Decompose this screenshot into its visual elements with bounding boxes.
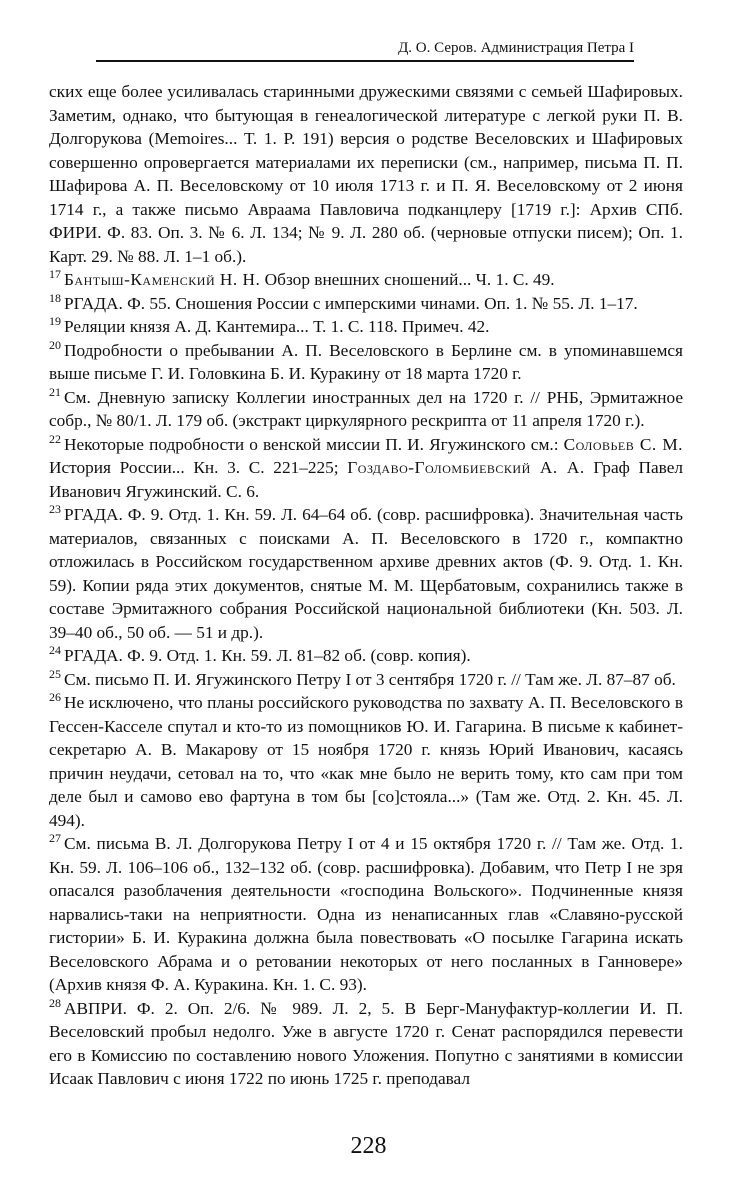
footnote-text: РГАДА. Ф. 9. Отд. 1. Кн. 59. Л. 81–82 об. (совр. копия).	[64, 646, 471, 665]
footnote-number: 28	[49, 995, 61, 1010]
footnote-number: 22	[49, 431, 61, 446]
footnote-author: Соловьев С. М.	[563, 434, 684, 454]
footnote-text: Подробности о пребывании А. П. Веселовского в Берлине см. в упоминавшемся выше письме Г. И. Головкина Б. И. Куракину от 18 марта 1720 г.	[49, 340, 683, 383]
footnote-number: 19	[49, 314, 61, 329]
footnote-continuation: ских еще более усиливалась старинными дружескими связями с семьей Шафировых. Заметим, однако, что бытующая в генеалогической литературе с легкой руки П. В. Долгорукова (Memoires... Т. 1. Р. 191) версия о родстве Веселовских и Шафировых совершенно опровергается материалами их переписки (см., например, письма П. П. Шафирова А. П. Веселовскому от 10 июля 1713 г. и П. Я. Веселовскому от 2 июня 1714 г., а также письмо Авраама Павловича подканцлеру [1719 г.]: Архив СПб. ФИРИ. Ф. 83. Оп. 3. № 6. Л. 134; № 9. Л. 280 об. (черновые отпуски писем); Оп. 1. Карт. 29. № 88. Л. 1–1 об.).	[49, 82, 683, 266]
footnote-number: 26	[49, 690, 61, 705]
footnote-text: См. Дневную записку Коллегии иностранных дел на 1720 г. // РНБ, Эрмитажное собр., № 80/1. Л. 179 об. (экстракт циркулярного рескрипта от 11 апреля 1720 г.).	[49, 387, 683, 430]
footnote-text: Реляции князя А. Д. Кантемира... Т. 1. С. 118. Примеч. 42.	[64, 317, 490, 336]
footnote-text: Не исключено, что планы российского руководства по захвату А. П. Веселовского в Гессен-Касселе спутал и кто-то из помощников Ю. И. Гагарина. В письме к кабинет-секретарю А. В. Макарову от 15 ноября 1720 г. князь Юрий Иванович, касаясь причин неудачи, сетовал на то, что «как мне было не верить тому, кто сам при том деле был и самово ево фартуна в том бы [со]стояла...» (Там же. Отд. 2. Кн. 45. Л. 494).	[49, 693, 683, 830]
footnote-text: История России... Кн. 3. С. 221–225;	[49, 458, 348, 477]
running-head: Д. О. Серов. Администрация Петра I	[398, 40, 634, 56]
footnote-21	[49, 386, 683, 433]
footnote-number: 23	[49, 502, 61, 517]
header-rule	[96, 60, 634, 62]
footnote-20	[49, 339, 683, 386]
footnote-19	[49, 315, 683, 339]
footnote-number: 20	[49, 337, 61, 352]
footnote-author: Бантыш-Каменский Н. Н.	[64, 270, 261, 289]
footnote-17	[49, 268, 683, 292]
footnote-24	[49, 644, 683, 668]
footnote-text: См. письмо П. И. Ягужинского Петру I от 3 сентября 1720 г. // Там же. Л. 87–87 об.	[64, 669, 676, 689]
footnote-number: 17	[49, 267, 61, 282]
footnote-text: РГАДА. Ф. 9. Отд. 1. Кн. 59. Л. 64–64 об. (совр. расшифровка). Значительная часть материалов, связанных с поисками А. П. Веселовского в 1720 г., компактно отложилась в Российском государственном архиве древних актов (Ф. 9. Отд. 1. Кн. 59). Копии ряда этих документов, снятые М. М. Щербатовым, сохранились также в составе Эрмитажного собрания Российской национальной библиотеки (Кн. 503. Л. 39–40 об., 50 об. — 51 и др.).	[49, 505, 683, 642]
footnote-23	[49, 503, 683, 644]
footnote-number: 24	[49, 643, 61, 658]
footnote-22	[49, 433, 683, 504]
footnote-27	[49, 832, 683, 997]
footnote-28	[49, 997, 683, 1091]
footnote-text: Некоторые подробности о венской миссии П. И. Ягужинского см.:	[64, 434, 564, 454]
footnote-text: АВПРИ. Ф. 2. Оп. 2/6. № 989. Л. 2, 5. В Берг-Мануфактур-коллегии И. П. Веселовский пробыл недолго. Уже в августе 1720 г. Сенат распорядился перевести его в Комиссию по составлению нового Уложения. Попутно с занятиями в комиссии Исаак Павлович с июня 1722 по июнь 1725 г. преподавал	[49, 998, 683, 1088]
footnote-author: Гоздаво-Голомбиевский А. А.	[347, 458, 585, 477]
footnote-text: РГАДА. Ф. 55. Сношения России с имперскими чинами. Оп. 1. № 55. Л. 1–17.	[64, 293, 638, 313]
page-number: 228	[350, 1133, 387, 1159]
footnote-18	[49, 292, 683, 316]
footnote-number: 25	[49, 666, 61, 681]
footnotes-block	[49, 80, 683, 1091]
footnote-26	[49, 691, 683, 832]
footnote-text: Обзор внешних сношений... Ч. 1. С. 49.	[260, 270, 555, 289]
footnote-number: 27	[49, 831, 61, 846]
footnote-number: 21	[49, 384, 61, 399]
footnote-text: См. письма В. Л. Долгорукова Петру I от 4 и 15 октября 1720 г. // Там же. Отд. 1. Кн. 59. Л. 106–106 об., 132–132 об. (совр. расшифровка). Добавим, что Петр I не зря опасался разоблачения деятельности «господина Вольского». Подчиненные князя нарвались-таки на неприятности. Одна из ненаписанных глав «Славяно-русской гистории» Б. И. Куракина должна была повествовать «О посылке Гагарина искать Веселовского Абрама и о ретовании некоторых от него посланных в Ганновере» (Архив князя Ф. А. Куракина. Кн. 1. С. 93).	[49, 834, 683, 994]
footnote-number: 18	[49, 290, 61, 305]
footnote-25	[49, 668, 683, 692]
footnote-text: Граф Павел Иванович Ягужинский. С. 6.	[49, 458, 683, 501]
